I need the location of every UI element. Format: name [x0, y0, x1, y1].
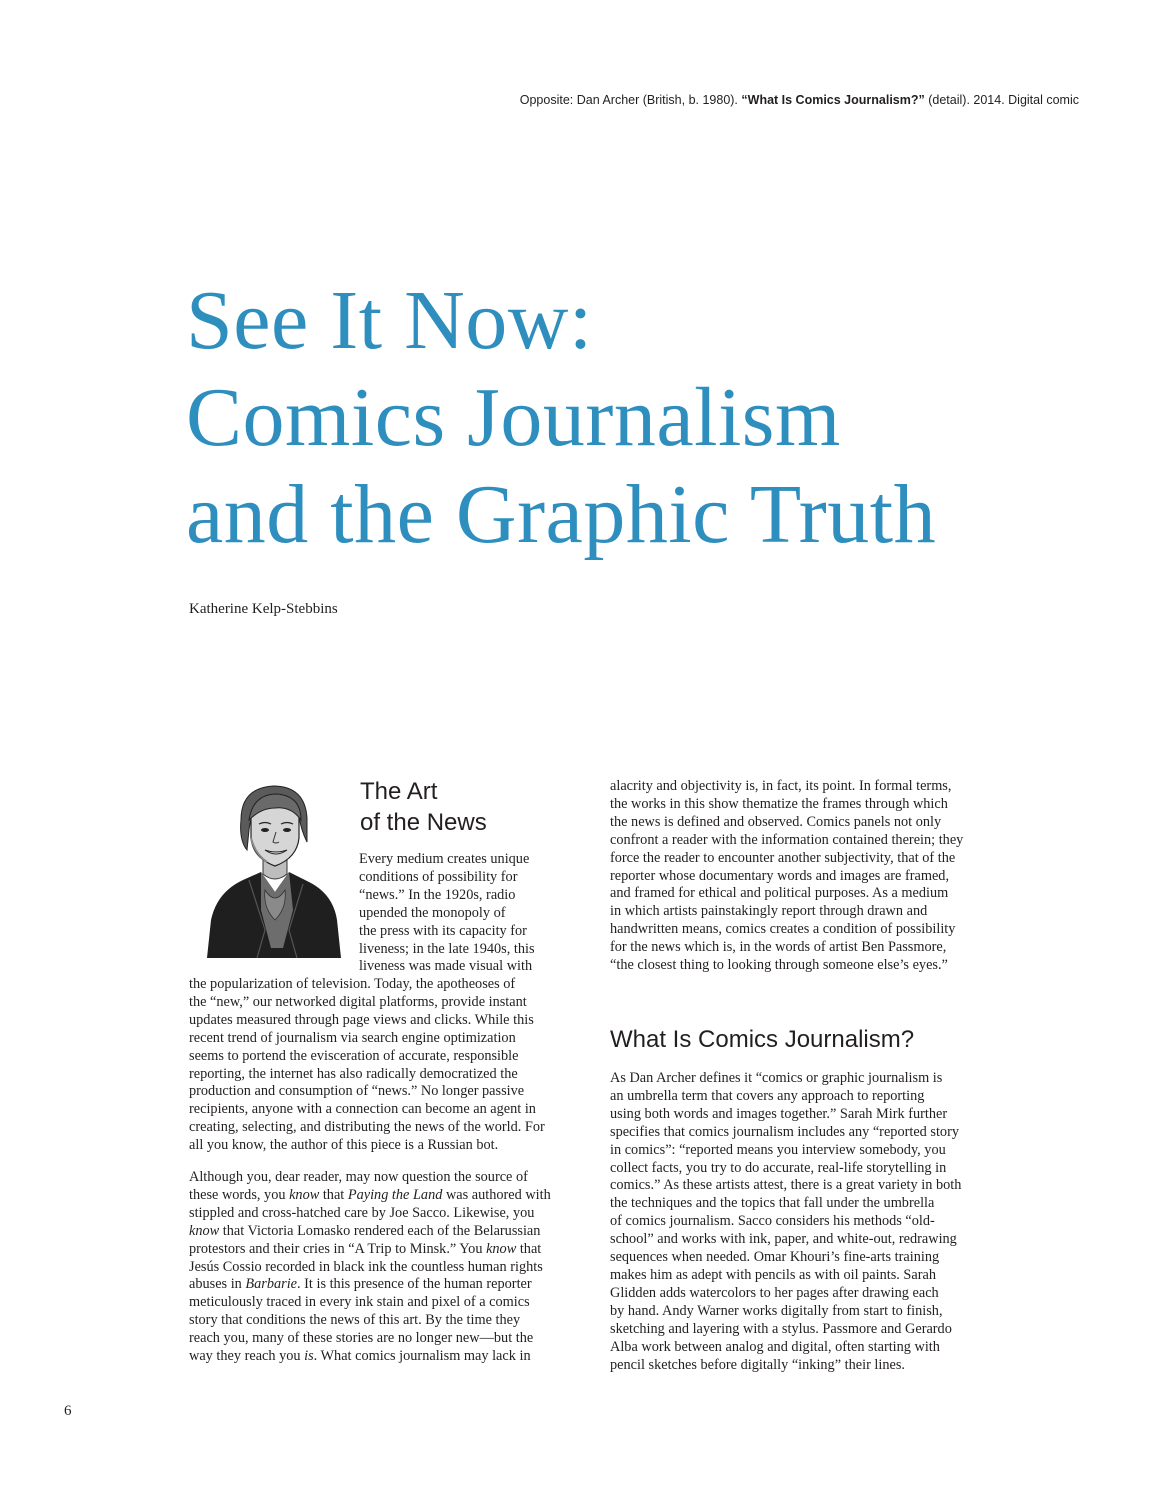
figure-caption: Opposite: Dan Archer (British, b. 1980). “What Is Comics Journalism?” (detail). 2014. Digital comic [519, 93, 1079, 107]
author-byline: Katherine Kelp-Stebbins [189, 601, 338, 617]
intro-paragraph-continued: the popularization of television. Today, the apotheoses of the “new,” our networked digital platforms, provide instant updates measured through page views and clicks. While this recent trend of journalism via search engine optimization seems to portend the evisceration of accurate, responsible reporting, the internet has also radically democratized the production and consumption of “news.” No longer passive recipients, anyone with a connection can become an agent in creating, selecting, and distributing the news of the world. For all you know, the author of this piece is a Russian bot. [189, 976, 545, 1154]
title-line-3: and the Graphic Truth [186, 468, 937, 561]
right-column-paragraph: alacrity and objectivity is, in fact, its point. In formal terms, the works in this show thematize the frames through which the news is defined and observed. Comics panels not only confront a reader with the information contained therein; they force the reader to encounter another subjectivity, that of the reporter whose documentary words and images are framed, and framed for ethical and political purposes. As a medium in which artists painstakingly report through drawn and handwritten means, comics creates a condition of possibility for the news which is, in the words of artist Ben Passmore, “the closest thing to looking through someone else’s eyes.” [610, 778, 964, 974]
title-line-2: Comics Journalism [186, 371, 841, 464]
intro-wrapped-paragraph: Every medium creates unique conditions of possibility for “news.” In the 1920s, radio upended the monopoly of the press with its capacity for liveness; in the late 1940s, this liveness was made visual with [359, 851, 535, 975]
comics-journalism-paragraph: As Dan Archer defines it “comics or graphic journalism is an umbrella term that covers any approach to reporting using both words and images together.” Sarah Mirk further specifies that comics journalism includes any “reported story in comics”: “reported means you interview somebody, you collect facts, you try to do accurate, real-life storytelling in comics.” As these artists attest, there is a great variety in both the techniques and the topics that fall under the umbrella of comics journalism. Sacco considers his methods “old- school” and works with ink, paper, and white-out, redrawing sequences when needed. Omar Khouri’s fine-arts training makes him as adept with pencils as with oil paints. Sarah Glidden adds watercolors to her pages after drawing each by hand. Andy Warner works digitally from start to finish, sketching and layering with a stylus. Passmore and Gerardo Alba work between analog and digital, often starting with pencil sketches before digitally “inking” their lines. [610, 1070, 962, 1373]
second-paragraph: Although you, dear reader, may now question the source of these words, you know that Paying the Land was authored with stippled and cross-hatched care by Joe Sacco. Likewise, you know that Victoria Lomasko rendered each of the Belarussian protestors and their cries in “A Trip to Minsk.” You know that Jesús Cossio recorded in black ink the countless human rights abuses in Barbarie. It is this presence of the human reporter meticulously traced in every ink stain and pixel of a comics story that conditions the news of this art. By the time they reach you, many of these stories are no longer new—but the way they reach you is. What comics journalism may lack in [189, 1169, 551, 1365]
title-line-1: See It Now: [186, 274, 593, 367]
page-number: 6 [64, 1403, 72, 1419]
page-title [186, 272, 936, 563]
section-heading-art-of-news: The Art of the News [360, 778, 487, 836]
author-portrait-illustration [205, 780, 343, 958]
caption-artwork-title: “What Is Comics Journalism?” [741, 93, 925, 107]
section-heading-what-is-comics-journalism: What Is Comics Journalism? [610, 1026, 915, 1053]
